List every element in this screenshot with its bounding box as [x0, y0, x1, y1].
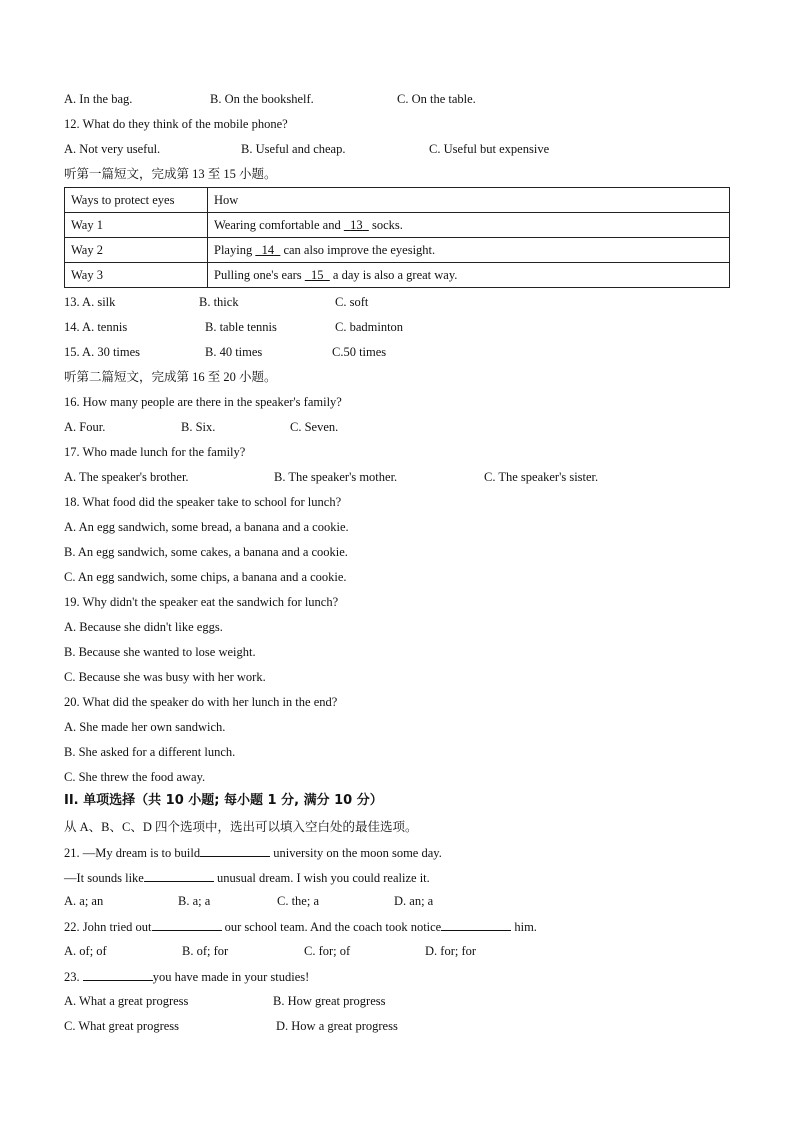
- q21-line1-pre: 21. —My dream is to build: [64, 846, 201, 860]
- table-cell-way: Way 2: [65, 238, 208, 263]
- q11-option-b: B. On the bookshelf.: [210, 92, 314, 106]
- q17-option-a: A. The speaker's brother.: [64, 470, 189, 484]
- table-cell-how: [208, 213, 730, 238]
- q22-post: him.: [511, 920, 537, 934]
- q16-option-c: C. Seven.: [290, 420, 339, 434]
- blank-13: [344, 218, 369, 232]
- q19-option-b: B. Because she wanted to lose weight.: [64, 645, 256, 659]
- q22-blank-2: [441, 918, 511, 931]
- q15-option-c: C.50 times: [332, 345, 387, 359]
- passage1-instruction: 听第一篇短文，完成第 13 至 15 小题。: [64, 167, 277, 181]
- q21-line1-post: university on the moon some day.: [270, 846, 442, 860]
- q23-option-b: B. How great progress: [273, 994, 386, 1008]
- q15-option-b: B. 40 times: [205, 345, 263, 359]
- q12-option-c: C. Useful but expensive: [429, 142, 550, 156]
- q23-option-d: D. How a great progress: [276, 1019, 398, 1033]
- blank-number: 14: [261, 242, 275, 257]
- q23-blank: [83, 968, 153, 981]
- blank-number: 13: [350, 217, 363, 232]
- table-row: [65, 263, 730, 288]
- q22-blank-1: [152, 918, 222, 931]
- q14-option-b: B. table tennis: [205, 320, 277, 334]
- q18-option-b: B. An egg sandwich, some cakes, a banana and a cookie.: [64, 545, 348, 559]
- q18-option-c: C. An egg sandwich, some chips, a banana and a cookie.: [64, 570, 347, 584]
- q21-blank-2: [144, 869, 214, 882]
- how-text-post: socks.: [368, 217, 403, 232]
- q22-option-c: C. for; of: [304, 944, 351, 958]
- q22-mid: our school team. And the coach took notice: [221, 920, 442, 934]
- q22-option-d: D. for; for: [425, 944, 477, 958]
- table-row: [65, 213, 730, 238]
- how-text-post: a day is also a great way.: [329, 267, 458, 282]
- q17-question: 17. Who made lunch for the family?: [64, 445, 246, 459]
- q21-option-c: C. the; a: [277, 894, 320, 908]
- q22-question: [64, 918, 537, 935]
- table-row: [65, 238, 730, 263]
- q16-option-a: A. Four.: [64, 420, 106, 434]
- q21-line1: [64, 844, 442, 861]
- q14-option-a: 14. A. tennis: [64, 320, 128, 334]
- q21-option-b: B. a; a: [178, 894, 211, 908]
- q13-option-b: B. thick: [199, 295, 239, 309]
- table-cell-way: Way 1: [65, 213, 208, 238]
- q16-question: 16. How many people are there in the speaker's family?: [64, 395, 342, 409]
- section2-instruction: 从 A、B、C、D 四个选项中，选出可以填入空白处的最佳选项。: [64, 820, 418, 834]
- passage2-instruction: 听第二篇短文，完成第 16 至 20 小题。: [64, 370, 277, 384]
- q12-question: 12. What do they think of the mobile phone?: [64, 117, 288, 131]
- q23-option-a: A. What a great progress: [64, 994, 189, 1008]
- q21-line2-post: unusual dream. I wish you could realize it.: [213, 871, 430, 885]
- q14-option-c: C. badminton: [335, 320, 404, 334]
- q15-option-a: 15. A. 30 times: [64, 345, 141, 359]
- q21-blank-1: [200, 844, 270, 857]
- q11-option-c: C. On the table.: [397, 92, 476, 106]
- q11-option-a: A. In the bag.: [64, 92, 133, 106]
- q18-question: 18. What food did the speaker take to school for lunch?: [64, 495, 342, 509]
- table-header-row: [65, 188, 730, 213]
- q21-line2-pre: —It sounds like: [64, 871, 144, 885]
- q17-option-b: B. The speaker's mother.: [274, 470, 398, 484]
- eye-protection-table: [64, 187, 730, 288]
- how-text-post: can also improve the eyesight.: [280, 242, 436, 257]
- blank-15: [305, 268, 330, 282]
- q22-option-b: B. of; for: [182, 944, 229, 958]
- q13-option-c: C. soft: [335, 295, 369, 309]
- q16-option-b: B. Six.: [181, 420, 216, 434]
- how-text-pre: Wearing comfortable and: [214, 217, 344, 232]
- blank-number: 15: [311, 267, 324, 282]
- q12-option-b: B. Useful and cheap.: [241, 142, 346, 156]
- q18-option-a: A. An egg sandwich, some bread, a banana and a cookie.: [64, 520, 349, 534]
- q23-option-c: C. What great progress: [64, 1019, 180, 1033]
- blank-14: [255, 243, 280, 257]
- table-cell-how: [208, 263, 730, 288]
- q22-pre: 22. John tried out: [64, 920, 152, 934]
- q21-line2: [64, 869, 430, 886]
- table-header-how: How: [208, 188, 730, 213]
- q12-option-a: A. Not very useful.: [64, 142, 161, 156]
- q13-option-a: 13. A. silk: [64, 295, 116, 309]
- table-header-ways: Ways to protect eyes: [65, 188, 208, 213]
- q19-option-a: A. Because she didn't like eggs.: [64, 620, 223, 634]
- q20-question: 20. What did the speaker do with her lunch in the end?: [64, 695, 338, 709]
- q23-pre: 23.: [64, 970, 83, 984]
- q21-option-a: A. a; an: [64, 894, 104, 908]
- q19-question: 19. Why didn't the speaker eat the sandwich for lunch?: [64, 595, 339, 609]
- q19-option-c: C. Because she was busy with her work.: [64, 670, 266, 684]
- q17-option-c: C. The speaker's sister.: [484, 470, 599, 484]
- table-cell-way: Way 3: [65, 263, 208, 288]
- table-cell-how: [208, 238, 730, 263]
- q22-option-a: A. of; of: [64, 944, 107, 958]
- q20-option-c: C. She threw the food away.: [64, 770, 206, 784]
- q20-option-a: A. She made her own sandwich.: [64, 720, 226, 734]
- q21-option-d: D. an; a: [394, 894, 434, 908]
- q20-option-b: B. She asked for a different lunch.: [64, 745, 236, 759]
- section2-title: II. 单项选择（共 10 小题; 每小题 1 分, 满分 10 分）: [64, 793, 383, 808]
- how-text-pre: Playing: [214, 242, 256, 257]
- q23-post: you have made in your studies!: [152, 970, 310, 984]
- how-text-pre: Pulling one's ears: [214, 267, 305, 282]
- q23-question: [64, 968, 309, 985]
